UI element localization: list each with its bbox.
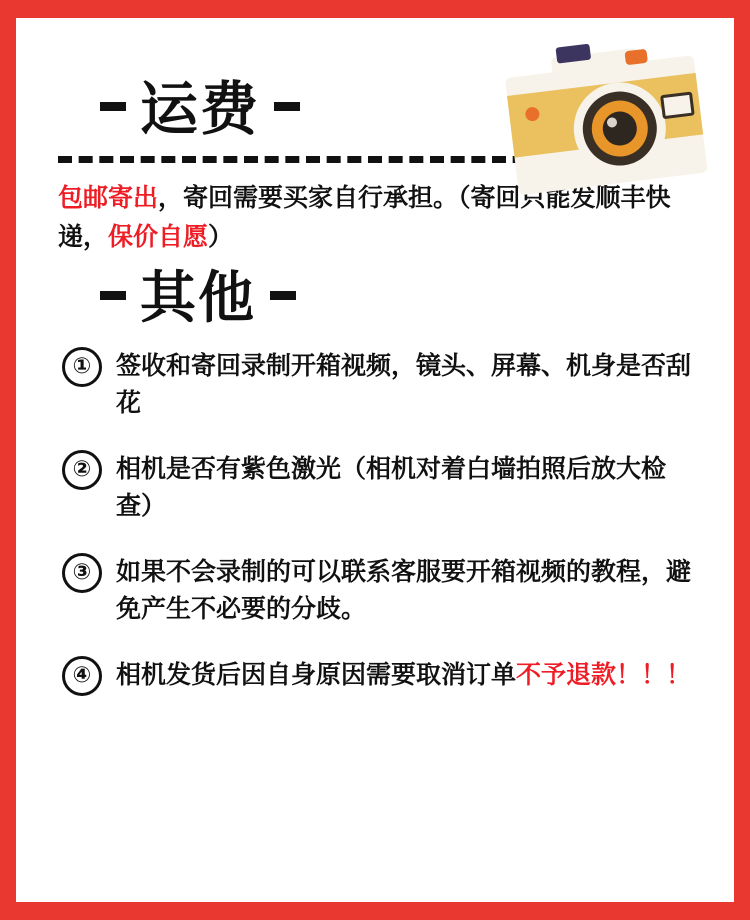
other-title-text: 其他	[140, 265, 256, 331]
dash-right-icon	[274, 102, 300, 111]
list-item-text	[116, 345, 692, 422]
camera-flash	[660, 91, 695, 119]
camera-illustration-icon	[493, 20, 722, 209]
list-item-3-part-0: 相机发货后因自身原因需要取消订单	[116, 659, 517, 689]
shipping-text-part-1: ，寄回需要买家自行承担。（寄回只能发顺丰快递，	[58, 183, 671, 251]
list-item	[62, 551, 692, 628]
list-item-number: ④	[62, 656, 102, 696]
list-item-0-part-0: 签收和寄回录制开箱视频，镜头、屏幕、机身是否刮花	[116, 350, 692, 417]
list-item-1-part-0: 相机是否有紫色激光（相机对着白墙拍照后放大检查）	[116, 453, 667, 520]
list-item	[62, 345, 692, 422]
list-item-text	[116, 448, 692, 525]
list-item-text	[116, 551, 692, 628]
dash-left-icon	[100, 291, 126, 300]
shipping-title-text: 运费	[140, 75, 261, 143]
shipping-section-title	[86, 75, 314, 143]
camera-shutter-button	[624, 49, 648, 66]
list-item-3-part-1: 不予退款！！！	[516, 659, 692, 689]
list-item-number: ①	[62, 347, 102, 387]
shipping-text-part-3: ）	[208, 221, 234, 251]
shipping-text-part-2: 保价自愿	[108, 221, 209, 251]
dash-right-icon	[270, 291, 296, 300]
shipping-text-part-0: 包邮寄出	[58, 183, 159, 212]
dash-left-icon	[100, 102, 126, 111]
content-card	[16, 18, 734, 902]
list-item-2-part-0: 如果不会录制的可以联系客服要开箱视频的教程，避免产生不必要的分歧。	[116, 556, 692, 623]
list-item-text	[116, 654, 692, 694]
other-section-title	[86, 265, 310, 331]
list-item	[62, 448, 692, 525]
list-item-number: ②	[62, 450, 102, 490]
list-item	[62, 654, 692, 696]
other-items-list	[62, 345, 692, 696]
list-item-number: ③	[62, 553, 102, 593]
